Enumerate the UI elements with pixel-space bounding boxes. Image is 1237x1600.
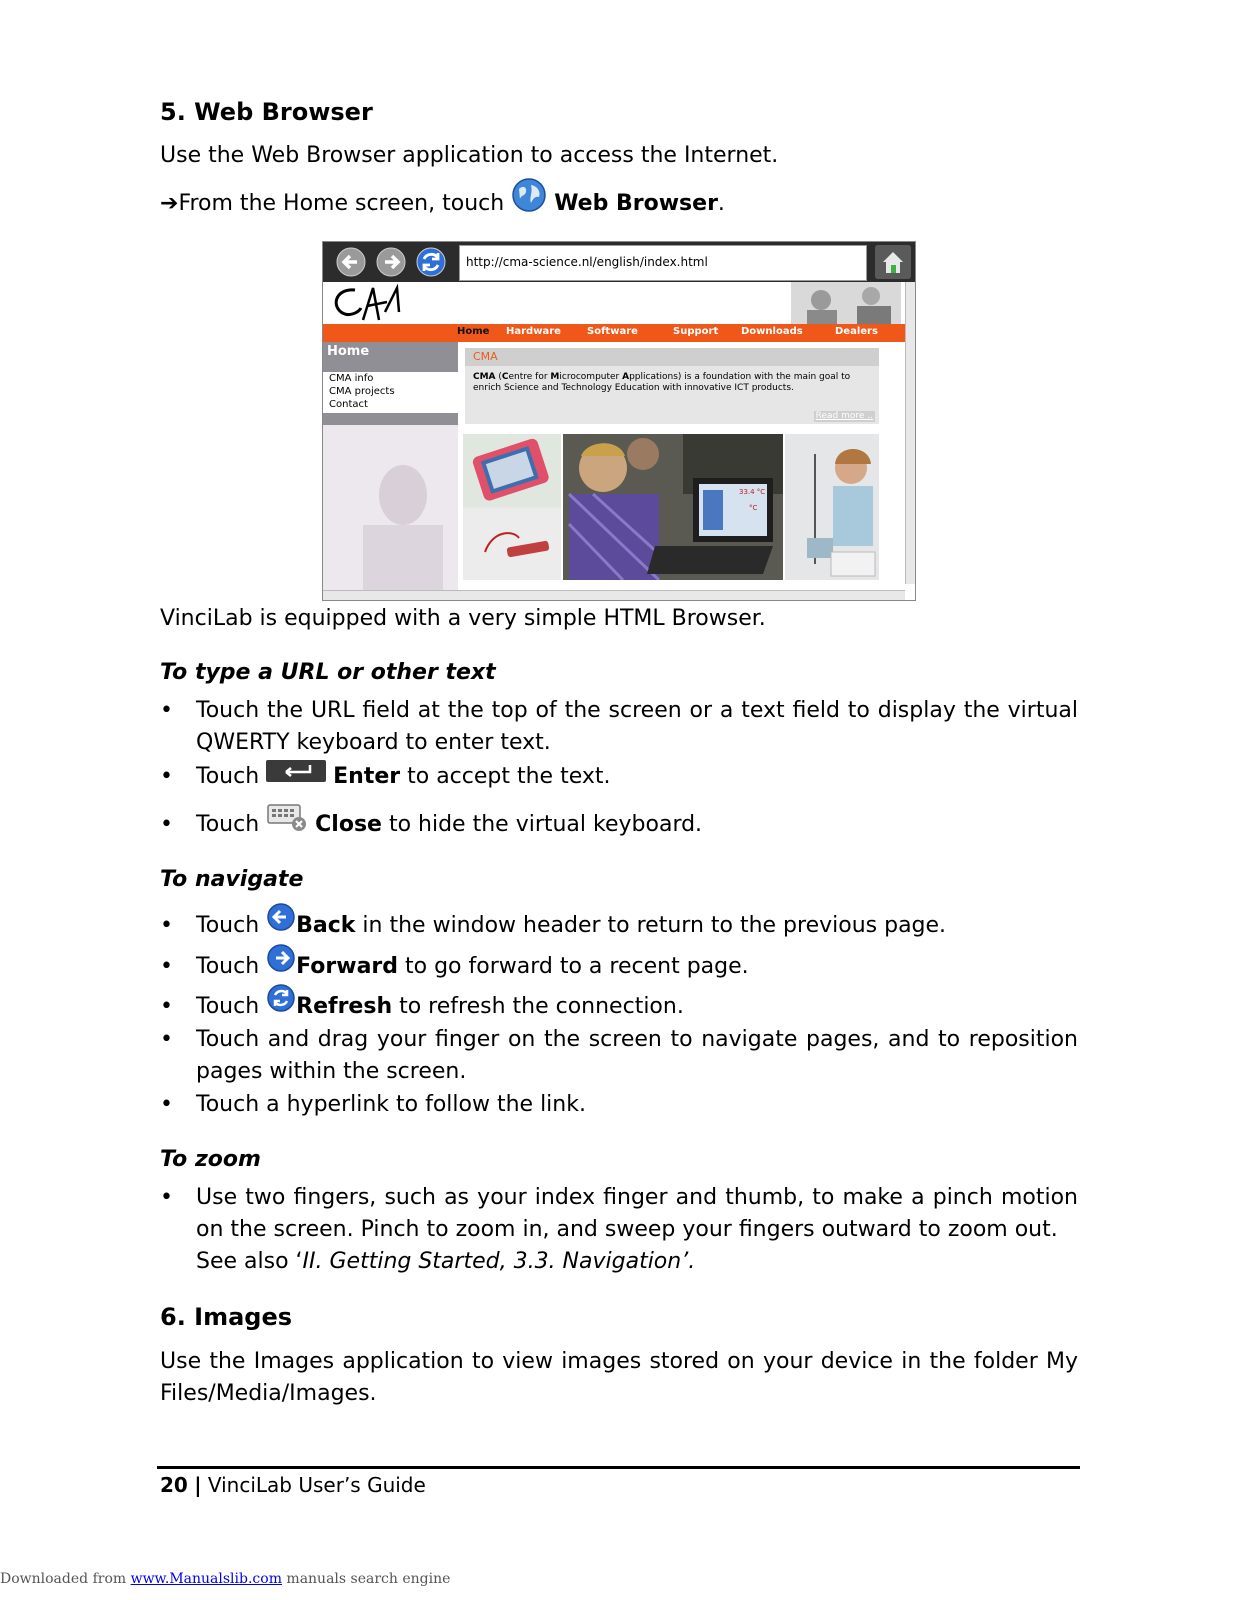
browser-screenshot [322, 241, 916, 601]
site-nav-software: Software [587, 326, 638, 337]
step-instruction: ➔From the Home screen, touch Web Browser. [160, 188, 725, 220]
left-link: Contact [329, 399, 368, 410]
refresh-button-icon [415, 246, 447, 278]
globe-icon [511, 177, 547, 213]
site-nav-support: Support [673, 326, 719, 337]
left-link: CMA projects [329, 386, 395, 397]
site-nav-downloads: Downloads [741, 326, 803, 337]
left-background-photo [323, 425, 458, 590]
refresh-icon [266, 983, 296, 1013]
site-nav-hardware: Hardware [506, 326, 561, 337]
left-links [323, 372, 458, 413]
list-item: • Touch and drag your finger on the screen to navigate pages, and to reposition pages within the screen. [160, 1027, 1078, 1084]
back-button-icon [335, 246, 367, 278]
students-laptop-photo [563, 434, 783, 580]
list-item: • Touch Enter to accept the text. [160, 761, 1078, 793]
url-field: http://cma-science.nl/english/index.html [459, 245, 867, 281]
download-notice: Downloaded from www.Manualslib.com manuals search engine [0, 1571, 451, 1587]
enter-key-icon [266, 760, 326, 782]
list-item: • Use two fingers, such as your index finger and thumb, to make a pinch motion on the screen. Pinch to zoom in, and sweep your fingers outward to zoom out. See also ‘II. Getting Started, 3.3. Navigation’. [160, 1185, 1078, 1274]
section-heading-web-browser: 5. Web Browser [160, 98, 373, 126]
subheading-navigate: To navigate [160, 867, 304, 892]
horizontal-scrollbar [323, 590, 905, 601]
manualslib-link[interactable]: www.Manualslib.com [130, 1571, 282, 1587]
page-number: 20 [160, 1473, 188, 1497]
list-item: • Touch Refresh to refresh the connection. [160, 991, 1078, 1023]
student-experiment-photo [785, 434, 879, 580]
list-item: • Touch Back in the window header to return to the previous page. [160, 910, 1078, 942]
list-item: • Touch the URL field at the top of the screen or a text field to display the virtual QWERTY keyboard to enter text. [160, 698, 1078, 755]
left-link: CMA info [329, 373, 374, 384]
back-arrow-icon [266, 902, 296, 932]
footer-rule [157, 1466, 1080, 1469]
intro-text: Use the Web Browser application to access the Internet. [160, 143, 779, 168]
header-photo [791, 282, 901, 324]
site-nav [323, 324, 905, 342]
forward-arrow-icon [266, 943, 296, 973]
subheading-zoom: To zoom [160, 1147, 261, 1172]
vertical-scrollbar [905, 282, 916, 584]
read-more-link: Read more .. [815, 411, 873, 421]
site-header [323, 282, 905, 324]
site-left-column [323, 342, 458, 590]
readout-2: °C [749, 504, 758, 512]
cma-logo [327, 282, 417, 324]
list-item: • Touch Forward to go forward to a recent page. [160, 951, 1078, 983]
device-photo [463, 434, 561, 580]
site-nav-home: Home [457, 326, 490, 337]
footer-title: VinciLab User’s Guide [207, 1473, 426, 1497]
box-title: CMA [473, 350, 498, 363]
footer-separator: | [194, 1473, 202, 1497]
left-title: Home [327, 344, 370, 359]
keyboard-close-icon [266, 802, 308, 832]
site-nav-dealers: Dealers [835, 326, 878, 337]
images-text: Use the Images application to view images stored on your device in the folder My Files/Media/Images. [160, 1349, 1078, 1406]
browser-toolbar [323, 242, 915, 282]
browser-note: VinciLab is equipped with a very simple HTML Browser. [160, 606, 766, 631]
home-button-icon [875, 245, 911, 279]
subheading-type-url: To type a URL or other text [160, 660, 496, 685]
list-item: • Touch Close to hide the virtual keyboard. [160, 809, 1078, 841]
arrow-icon: ➔ [160, 191, 179, 216]
readout-1: 33.4 °C [739, 488, 766, 496]
page-footer [160, 1472, 426, 1498]
section-heading-images: 6. Images [160, 1303, 293, 1331]
box-text: CMA (Centre for Microcomputer Applications) is a foundation with the main goal to enrich Science and Technology Education with innovative ICT products. [473, 372, 851, 393]
cma-info-box [465, 348, 879, 424]
list-item: • Touch a hyperlink to follow the link. [160, 1092, 586, 1117]
forward-button-icon [375, 246, 407, 278]
